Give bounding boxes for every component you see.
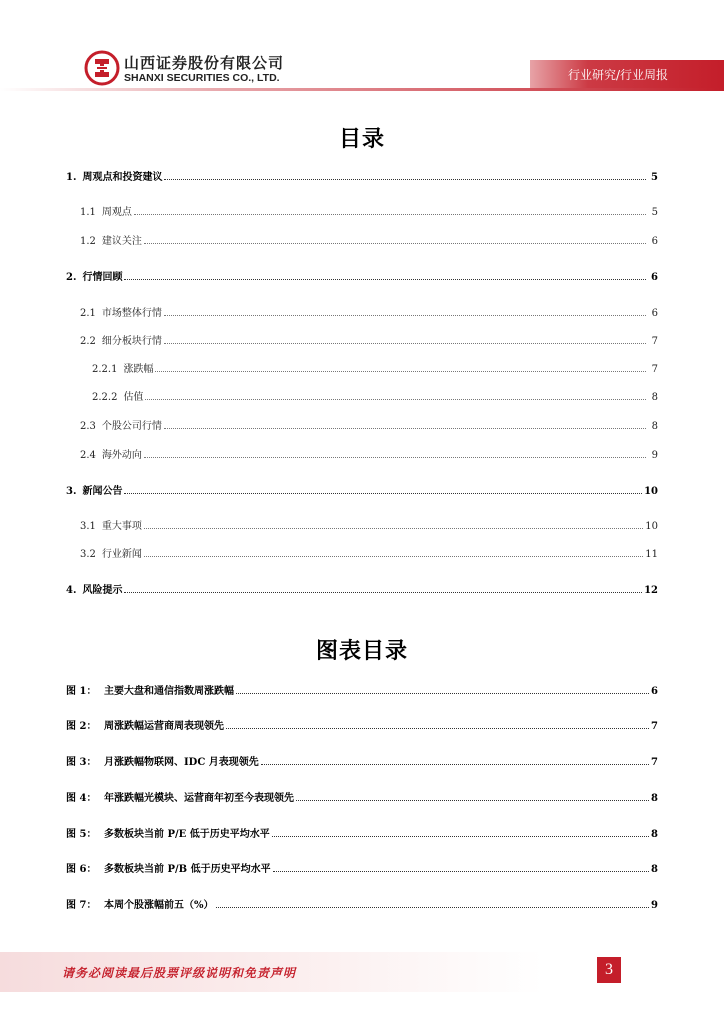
toc-entry-number: 1.2: [80, 236, 96, 247]
toc-entry-label: 建议关注: [101, 236, 142, 247]
toc-leader: [134, 213, 646, 215]
figure-leader: [216, 906, 650, 908]
figure-number: 图 5：: [66, 829, 97, 840]
figure-page: 7: [651, 721, 658, 732]
toc-entry-number: 2.2: [80, 336, 96, 347]
figure-page: 8: [651, 793, 658, 804]
toc-entry-page: 11: [645, 549, 658, 560]
toc-entry-number: 2.: [66, 272, 77, 283]
figure-number: 图 1：: [66, 686, 97, 697]
company-logo-icon: [84, 50, 120, 86]
figure-page: 6: [651, 686, 658, 697]
figure-entry[interactable]: [66, 896, 658, 914]
toc-leader: [124, 278, 646, 280]
toc-entry-page: 12: [644, 585, 658, 596]
figure-leader: [296, 799, 649, 801]
toc-entry-page: 6: [651, 308, 658, 319]
toc-entry-label: 周观点: [101, 207, 132, 218]
toc-entry-number: 3.2: [80, 549, 96, 560]
figure-number: 图 7：: [66, 900, 97, 911]
toc-entry-label: 细分板块行情: [101, 336, 162, 347]
toc-entry-page: 8: [651, 392, 658, 403]
toc-entry-number: 3.1: [80, 521, 96, 532]
toc-entry-label: 涨跌幅: [123, 364, 154, 375]
toc-entry-page: 5: [651, 172, 658, 183]
figure-label: 多数板块当前 P/E 低于历史平均水平: [104, 829, 270, 840]
toc-leader: [144, 242, 646, 244]
toc-entry-page: 7: [651, 336, 658, 347]
figure-label: 周涨跌幅运营商周表现领先: [104, 721, 224, 732]
toc-entry[interactable]: [92, 360, 658, 378]
report-type-banner: [530, 60, 724, 88]
toc-entry[interactable]: [66, 168, 658, 186]
toc-entry[interactable]: [66, 581, 658, 599]
toc-entry-number: 2.4: [80, 450, 96, 461]
toc-entry-label: 行业新闻: [101, 549, 142, 560]
toc-leader: [164, 342, 646, 344]
figure-number: 图 4：: [66, 793, 97, 804]
toc-leader: [124, 492, 642, 494]
toc-entry-page: 6: [651, 272, 658, 283]
figure-leader: [226, 727, 649, 729]
toc-leader: [145, 398, 646, 400]
report-type: 行业研究/行业周报: [567, 68, 668, 82]
figure-page: 9: [651, 900, 658, 911]
page-header: [0, 0, 724, 100]
figure-entry[interactable]: [66, 682, 658, 700]
figure-entry[interactable]: [66, 825, 658, 843]
toc-entry-label: 个股公司行情: [101, 421, 162, 432]
toc-entry[interactable]: [66, 482, 658, 500]
figure-entry[interactable]: [66, 860, 658, 878]
toc-entry-page: 7: [651, 364, 658, 375]
toc-leader: [144, 555, 643, 557]
toc-leader: [155, 370, 646, 372]
toc-entry[interactable]: [80, 545, 658, 563]
toc-leader: [144, 527, 643, 529]
toc-title: 目录: [338, 127, 385, 152]
toc-entry-number: 2.2.2: [92, 392, 118, 403]
figure-label: 年涨跌幅光模块、运营商年初至今表现领先: [104, 793, 294, 804]
toc-entry[interactable]: [80, 304, 658, 322]
toc-leader: [164, 427, 646, 429]
figure-entry[interactable]: [66, 717, 658, 735]
header-divider: [0, 88, 724, 91]
toc-leader: [164, 178, 646, 180]
figure-label: 月涨跌幅物联网、IDC 月表现领先: [104, 757, 259, 768]
toc-entry-page: 8: [651, 421, 658, 432]
figure-leader: [272, 835, 649, 837]
toc-entry-number: 2.3: [80, 421, 96, 432]
page-number: 3: [597, 957, 621, 983]
figure-page: 8: [651, 829, 658, 840]
toc-entry-label: 风险提示: [82, 585, 123, 596]
toc-entry-label: 新闻公告: [82, 486, 123, 497]
toc-entry-number: 4.: [66, 585, 77, 596]
toc-entry-page: 5: [651, 207, 658, 218]
toc-entry-number: 1.: [66, 172, 77, 183]
figure-leader: [261, 763, 649, 765]
figure-label: 主要大盘和通信指数周涨跌幅: [104, 686, 234, 697]
figure-number: 图 3：: [66, 757, 97, 768]
figure-page: 7: [651, 757, 658, 768]
toc-entry-number: 3.: [66, 486, 77, 497]
toc-entry[interactable]: [80, 517, 658, 535]
figures-title: 图表目录: [315, 639, 408, 664]
figure-label: 多数板块当前 P/B 低于历史平均水平: [104, 864, 271, 875]
toc-entry-label: 海外动向: [101, 450, 142, 461]
figure-number: 图 2：: [66, 721, 97, 732]
figure-page: 8: [651, 864, 658, 875]
toc-entry-label: 估值: [123, 392, 144, 403]
figure-leader: [236, 692, 649, 694]
toc-entry[interactable]: [80, 417, 658, 435]
toc-entry-label: 周观点和投资建议: [82, 172, 163, 183]
toc-entry-page: 6: [651, 236, 658, 247]
company-name-cn: 山西证券股份有限公司: [124, 54, 285, 72]
toc-entry-number: 2.2.1: [92, 364, 118, 375]
company-name-en: SHANXI SECURITIES CO., LTD.: [124, 72, 280, 84]
figure-entry[interactable]: [66, 789, 658, 807]
toc-entry-label: 行情回顾: [82, 272, 123, 283]
toc-entry-label: 市场整体行情: [101, 308, 162, 319]
figure-label: 本周个股涨幅前五（%）: [104, 900, 214, 911]
figure-number: 图 6：: [66, 864, 97, 875]
toc-entry-page: 10: [644, 486, 658, 497]
toc-entry-number: 2.1: [80, 308, 96, 319]
toc-entry[interactable]: [92, 388, 658, 406]
toc-leader: [144, 456, 646, 458]
toc-entry[interactable]: [80, 446, 658, 464]
toc-entry-label: 重大事项: [101, 521, 142, 532]
toc-entry[interactable]: [80, 332, 658, 350]
toc-entry[interactable]: [80, 203, 658, 221]
toc-entry-page: 9: [651, 450, 658, 461]
figure-leader: [273, 870, 649, 872]
toc-entry-number: 1.1: [80, 207, 96, 218]
toc-leader: [124, 591, 642, 593]
toc-entry-page: 10: [645, 521, 658, 532]
toc-entry[interactable]: [66, 268, 658, 286]
toc-leader: [164, 314, 646, 316]
toc-entry[interactable]: [80, 232, 658, 250]
figure-entry[interactable]: [66, 753, 658, 771]
disclaimer-notice: 请务必阅读最后股票评级说明和免责声明: [62, 966, 297, 980]
